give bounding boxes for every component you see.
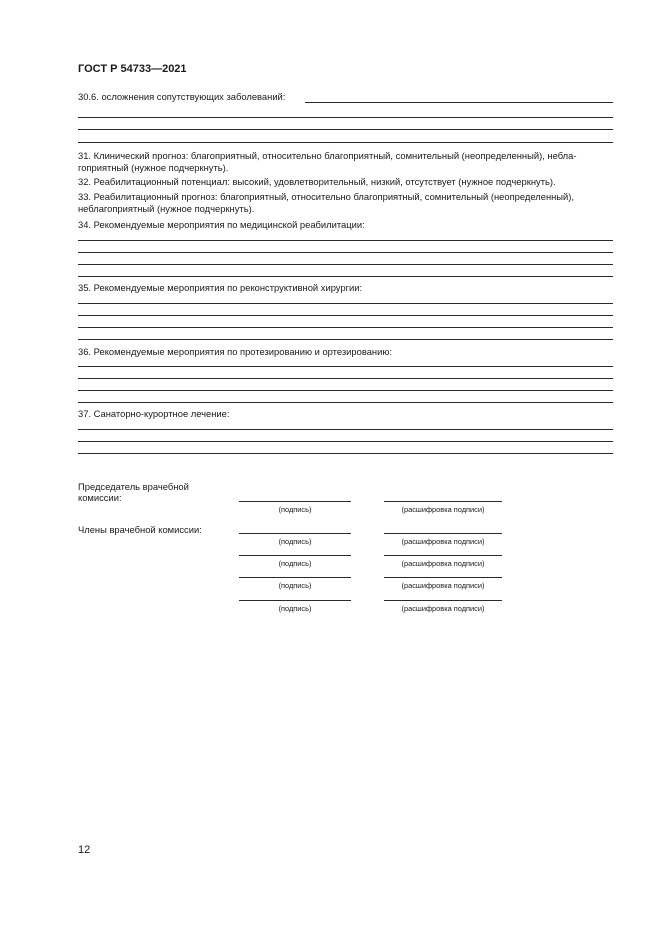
- item-32: 32. Реабилитационный потенциал: высокий, удовлетворительный, низкий, отсутствует (нужное подчеркнуть).: [78, 176, 556, 187]
- fill-line[interactable]: [78, 453, 613, 454]
- item-31-line1: 31. Клинический прогноз: благоприятный, относительно благоприятный, сомнительный (неопределенный), небла-: [78, 150, 577, 161]
- signature-line[interactable]: [239, 501, 351, 502]
- fill-line[interactable]: [78, 390, 613, 391]
- fill-line[interactable]: [78, 327, 613, 328]
- fill-line[interactable]: [78, 366, 613, 367]
- chairman-label-line1: Председатель врачебной: [78, 481, 189, 492]
- signature-caption: (подпись): [278, 559, 312, 568]
- signature-caption: (подпись): [278, 581, 312, 590]
- fill-line[interactable]: [78, 402, 613, 403]
- signature-line[interactable]: [239, 577, 351, 578]
- item-37-label: 37. Санаторно-курортное лечение:: [78, 408, 230, 419]
- item-34-label: 34. Рекомендуемые мероприятия по медицинской реабилитации:: [78, 219, 365, 230]
- signature-line[interactable]: [239, 555, 351, 556]
- decode-caption: (расшифровка подписи): [401, 559, 485, 568]
- item-33-line1: 33. Реабилитационный прогноз: благоприятный, относительно благоприятный, сомнительный (неопределенный),: [78, 191, 574, 202]
- fill-line[interactable]: [78, 441, 613, 442]
- decode-caption: (расшифровка подписи): [401, 537, 485, 546]
- fill-line[interactable]: [78, 129, 613, 130]
- decode-line[interactable]: [384, 577, 502, 578]
- decode-caption: (расшифровка подписи): [401, 604, 485, 613]
- decode-caption: (расшифровка подписи): [401, 581, 485, 590]
- fill-line[interactable]: [78, 339, 613, 340]
- fill-line[interactable]: [78, 429, 613, 430]
- item-35-label: 35. Рекомендуемые мероприятия по реконструктивной хирургии:: [78, 282, 363, 293]
- fill-line[interactable]: [78, 252, 613, 253]
- item-36-label: 36. Рекомендуемые мероприятия по протезированию и ортезированию:: [78, 346, 392, 357]
- fill-line[interactable]: [305, 102, 613, 103]
- signature-caption: (подпись): [278, 505, 312, 514]
- decode-line[interactable]: [384, 501, 502, 502]
- fill-line[interactable]: [78, 117, 613, 118]
- fill-line[interactable]: [78, 264, 613, 265]
- document-code: ГОСТ Р 54733—2021: [78, 63, 187, 75]
- fill-line[interactable]: [78, 276, 613, 277]
- decode-line[interactable]: [384, 533, 502, 534]
- members-label: Члены врачебной комиссии:: [78, 524, 202, 535]
- item-31-line2: гоприятный (нужное подчеркнуть).: [78, 162, 229, 173]
- decode-line[interactable]: [384, 555, 502, 556]
- fill-line[interactable]: [78, 303, 613, 304]
- signature-caption: (подпись): [278, 537, 312, 546]
- signature-line[interactable]: [239, 600, 351, 601]
- signature-line[interactable]: [239, 533, 351, 534]
- page-number: 12: [78, 844, 91, 856]
- item-30-6-label: 30.6. осложнения сопутствующих заболеваний:: [78, 91, 286, 102]
- fill-line[interactable]: [78, 378, 613, 379]
- chairman-label-line2: комиссии:: [78, 492, 122, 503]
- fill-line[interactable]: [78, 315, 613, 316]
- decode-caption: (расшифровка подписи): [401, 505, 485, 514]
- fill-line[interactable]: [78, 142, 613, 143]
- item-33-line2: неблагоприятный (нужное подчеркнуть).: [78, 203, 255, 214]
- fill-line[interactable]: [78, 240, 613, 241]
- decode-line[interactable]: [384, 600, 502, 601]
- signature-caption: (подпись): [278, 604, 312, 613]
